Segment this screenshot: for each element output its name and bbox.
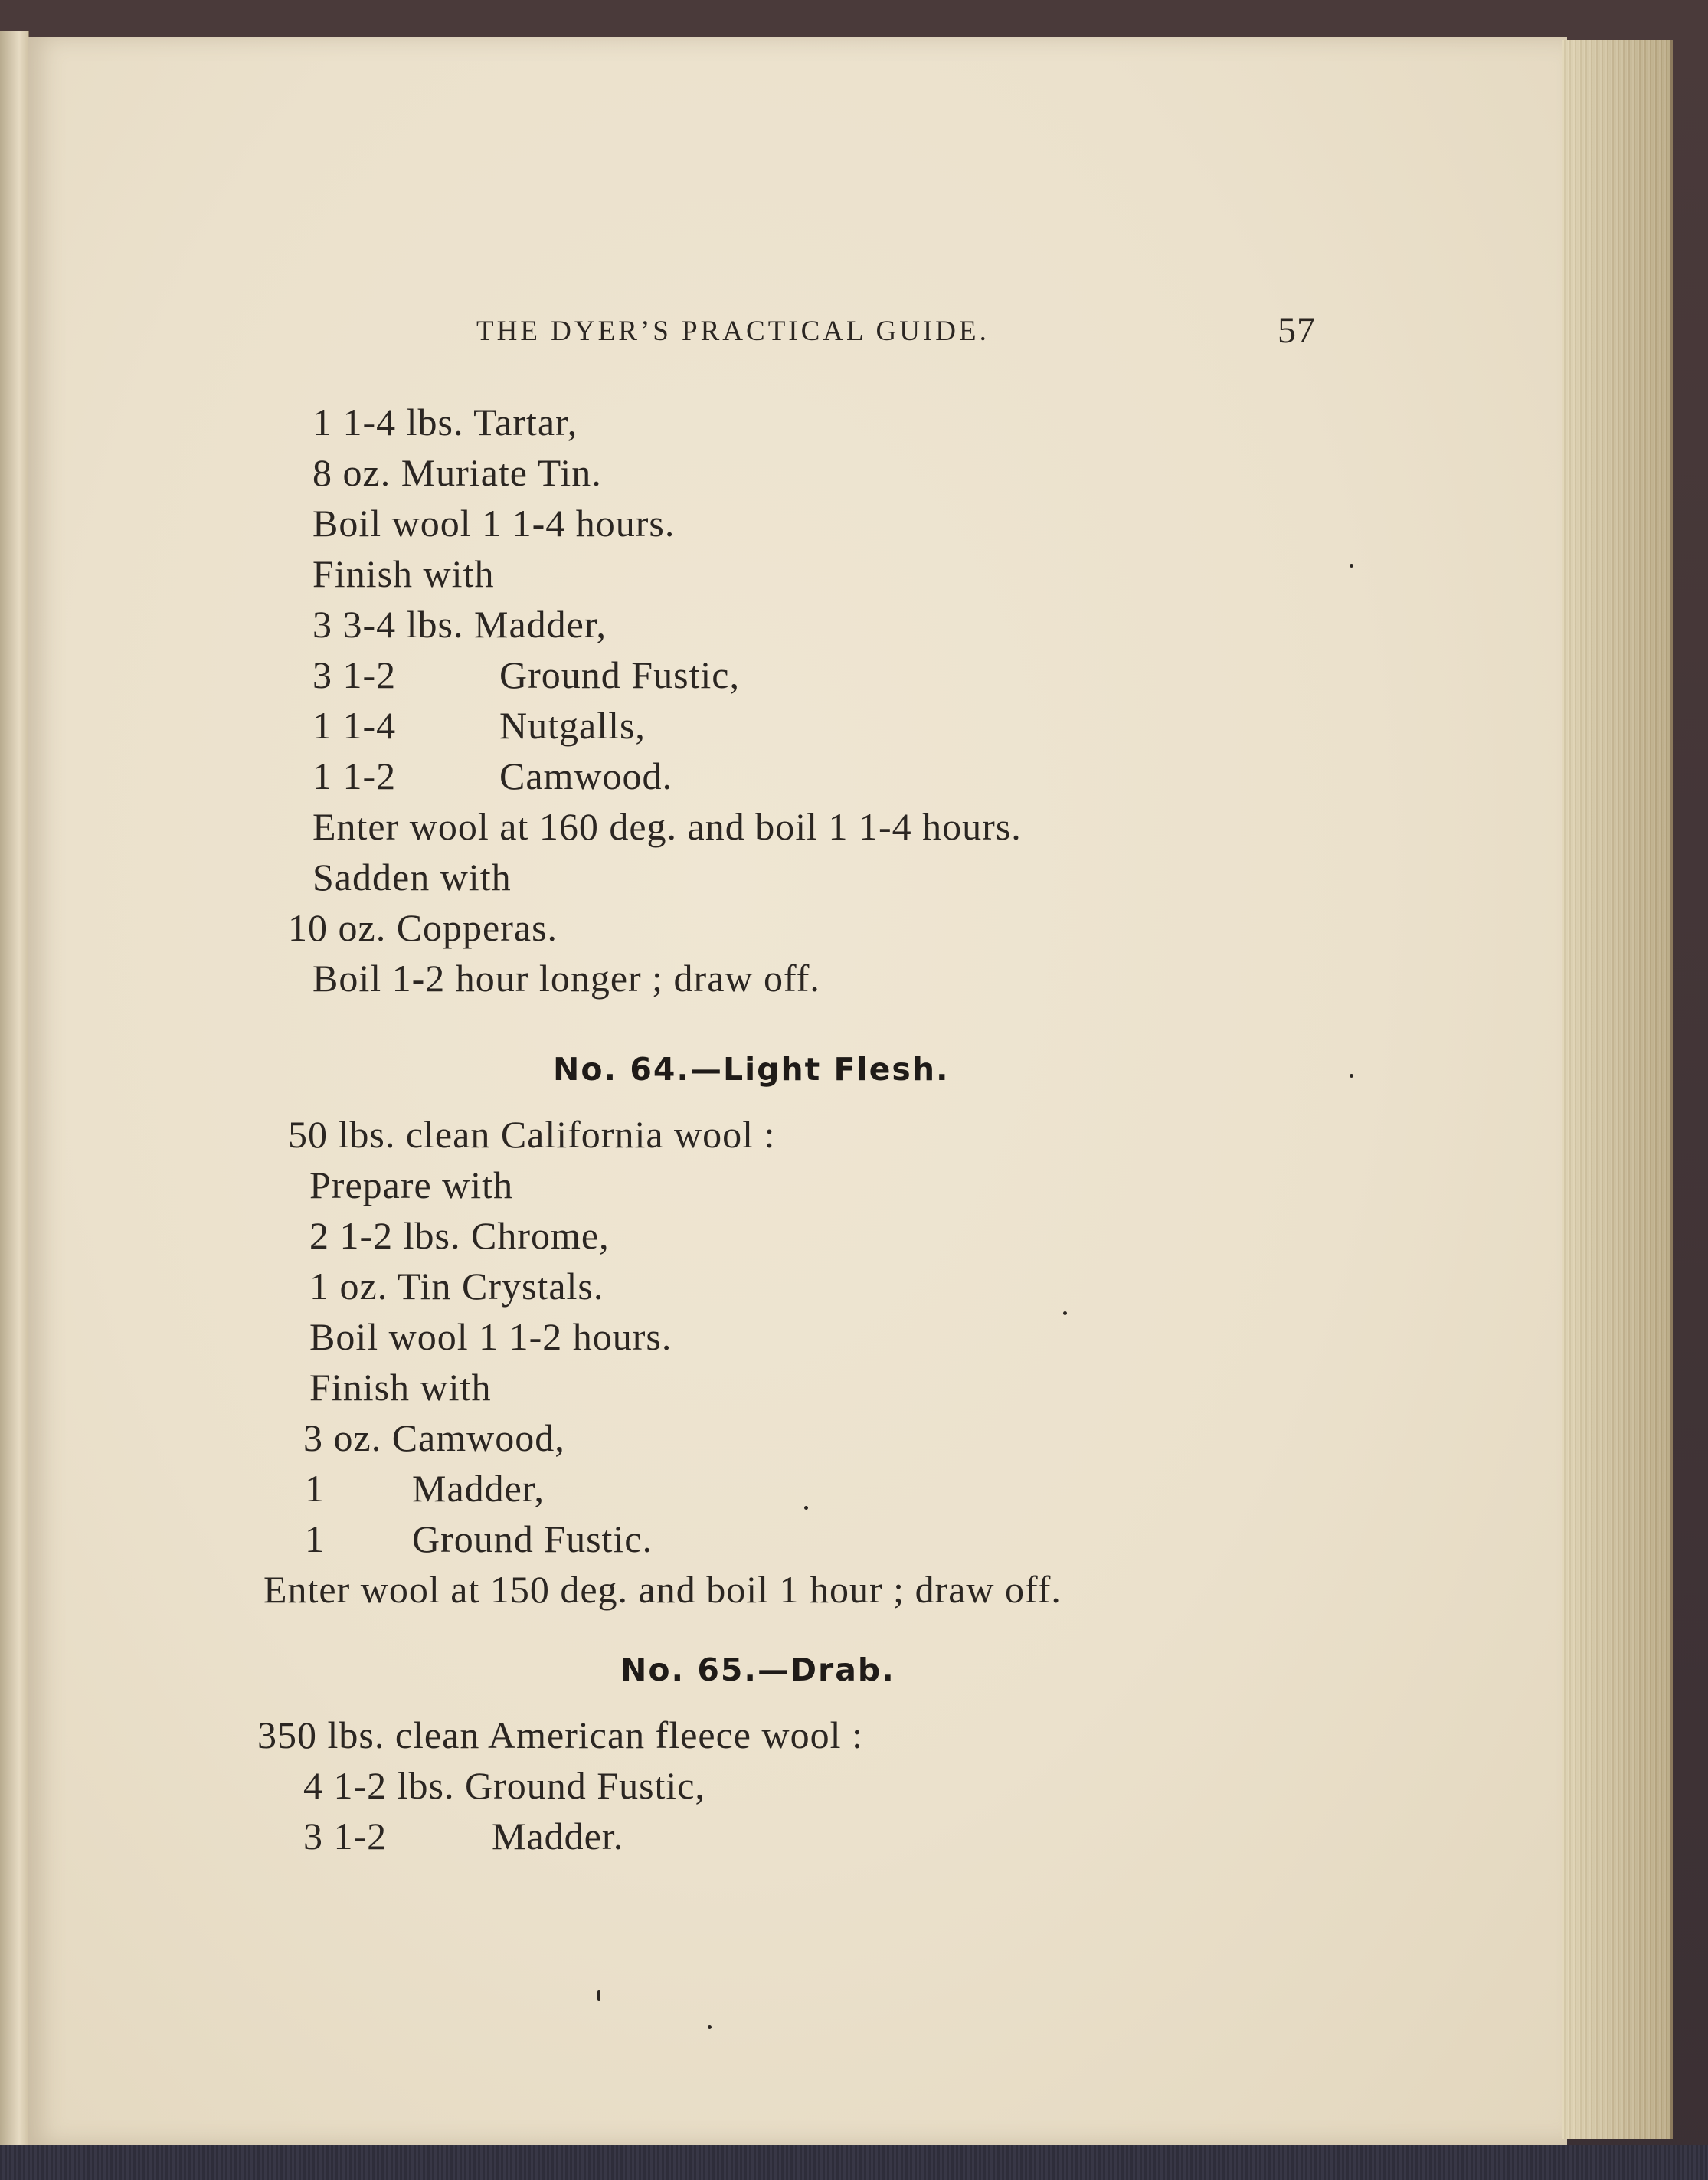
running-title: THE DYER’S PRACTICAL GUIDE. — [476, 316, 990, 347]
text-line: Finish with — [312, 552, 495, 595]
ink-speck — [1063, 1311, 1067, 1315]
ink-speck — [1350, 564, 1353, 568]
cloth-cover-edge — [0, 2145, 1708, 2180]
text-line: 2 1-2 lbs. Chrome, — [309, 1214, 610, 1257]
ingredient-name: Ground Fustic, — [499, 653, 740, 696]
text-line: 3 3-4 lbs. Madder, — [312, 603, 607, 646]
text-line: Enter wool at 150 deg. and boil 1 hour ; draw off. — [263, 1568, 1062, 1611]
text-line: 4 1-2 lbs. Ground Fustic, — [303, 1764, 705, 1807]
page-number: 57 — [1278, 310, 1316, 351]
ingredient-qty: 3 1-2 — [312, 653, 397, 696]
text-line: Prepare with — [309, 1164, 514, 1206]
text-line: 1 oz. Tin Crystals. — [309, 1265, 604, 1308]
ingredient-qty: 3 1-2 — [303, 1815, 388, 1858]
ink-speck — [597, 1990, 600, 2001]
text-line: 1 1-4 lbs. Tartar, — [312, 401, 578, 444]
text-line: Enter wool at 160 deg. and boil 1 1-4 hours. — [312, 805, 1022, 848]
recipe-heading: No. 64.—Light Flesh. — [553, 1051, 950, 1088]
text-line: Finish with — [309, 1366, 492, 1409]
ingredient-name: Ground Fustic. — [412, 1517, 653, 1560]
text-line: 50 lbs. clean California wool : — [288, 1113, 776, 1156]
text-line: 3 oz. Camwood, — [303, 1416, 565, 1459]
text-line: 350 lbs. clean American fleece wool : — [257, 1714, 863, 1756]
previous-page-edge — [0, 31, 29, 2145]
ingredient-qty: 1 1-2 — [312, 754, 397, 797]
ink-speck — [708, 2025, 712, 2029]
ingredient-qty: 1 1-4 — [312, 704, 397, 747]
book-page — [28, 37, 1567, 2145]
ingredient-name: Madder. — [492, 1815, 624, 1858]
ink-speck — [804, 1506, 808, 1510]
text-line: 10 oz. Copperas. — [288, 906, 558, 949]
ink-speck — [1350, 1074, 1353, 1078]
text-line: 8 oz. Muriate Tin. — [312, 451, 602, 494]
text-line: Sadden with — [312, 856, 512, 899]
ingredient-name: Madder, — [412, 1467, 545, 1510]
ingredient-name: Nutgalls, — [499, 704, 646, 747]
recipe-heading: No. 65.—Drab. — [620, 1651, 895, 1688]
page-block-shading — [1562, 40, 1670, 2139]
ingredient-name: Camwood. — [499, 754, 673, 797]
text-line: Boil wool 1 1-4 hours. — [312, 502, 676, 545]
ingredient-qty: 1 — [305, 1467, 325, 1510]
text-line: Boil 1-2 hour longer ; draw off. — [312, 957, 820, 1000]
text-line: Boil wool 1 1-2 hours. — [309, 1315, 672, 1358]
ingredient-qty: 1 — [305, 1517, 325, 1560]
